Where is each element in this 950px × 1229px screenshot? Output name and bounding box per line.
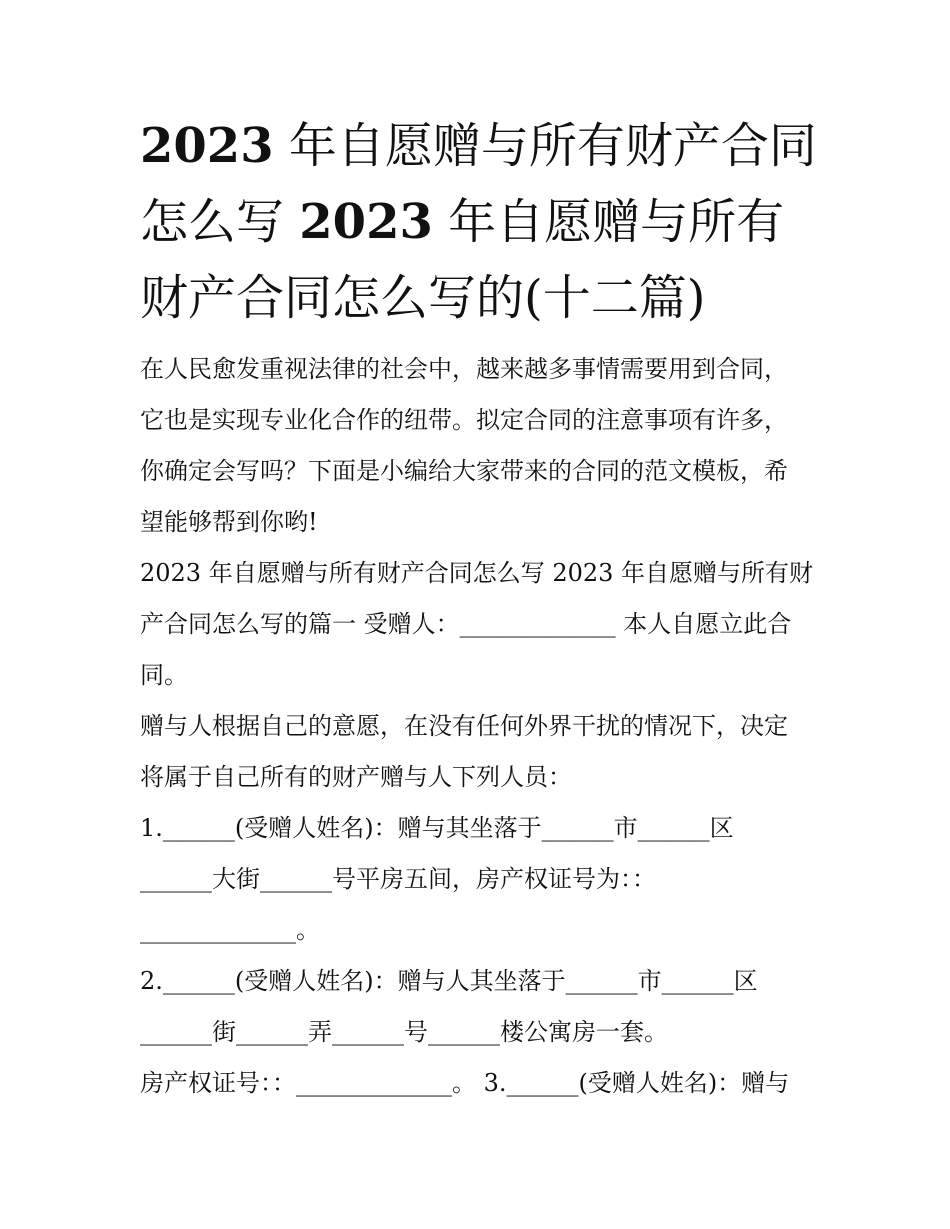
- body-line: 2.______(受赠人姓名)：赠与人其坐落于______市______区: [140, 967, 758, 995]
- document-page: [140, 108, 817, 1109]
- title-year: 2023: [140, 118, 274, 174]
- title-line: [140, 108, 817, 184]
- body-line: 将属于自己所有的财产赠与人下列人员：: [140, 763, 572, 791]
- title-line: [140, 260, 812, 336]
- title-line: [140, 184, 812, 260]
- body-line: 同。: [140, 661, 188, 689]
- title-text: 财产合同怎么写的(十二篇): [140, 270, 706, 326]
- body-line: 1.______(受赠人姓名)：赠与其坐落于______市______区: [140, 814, 734, 842]
- body-line: 你确定会写吗？下面是小编给大家带来的合同的范文模板，希: [140, 457, 788, 485]
- body-line: 房产权证号：：_____________。 3.______(受赠人姓名)：赠与: [140, 1069, 790, 1097]
- body-line: 产合同怎么写的篇一 受赠人：_____________ 本人自愿立此合: [140, 610, 792, 638]
- body-line: ______大街______号平房五间，房产权证号为：：: [140, 865, 656, 893]
- title-text: 年自愿赠与所有: [448, 194, 785, 250]
- document-body: [140, 344, 812, 1109]
- body-line: 它也是实现专业化合作的纽带。拟定合同的注意事项有许多，: [140, 406, 788, 434]
- title-text: 年自愿赠与所有财产合同: [288, 118, 817, 174]
- body-line: 赠与人根据自己的意愿，在没有任何外界干扰的情况下，决定: [140, 712, 788, 740]
- body-line: 在人民愈发重视法律的社会中，越来越多事情需要用到合同，: [140, 355, 788, 383]
- body-line: _____________。: [140, 916, 320, 944]
- body-line: 2023 年自愿赠与所有财产合同怎么写 2023 年自愿赠与所有财: [140, 559, 814, 587]
- document-title: [140, 108, 817, 336]
- body-line: ______街______弄______号______楼公寓房一套。: [140, 1018, 668, 1046]
- title-text-pre: 怎么写: [140, 194, 300, 250]
- body-line: 望能够帮到你哟!: [140, 508, 318, 536]
- title-year: 2023: [299, 194, 433, 250]
